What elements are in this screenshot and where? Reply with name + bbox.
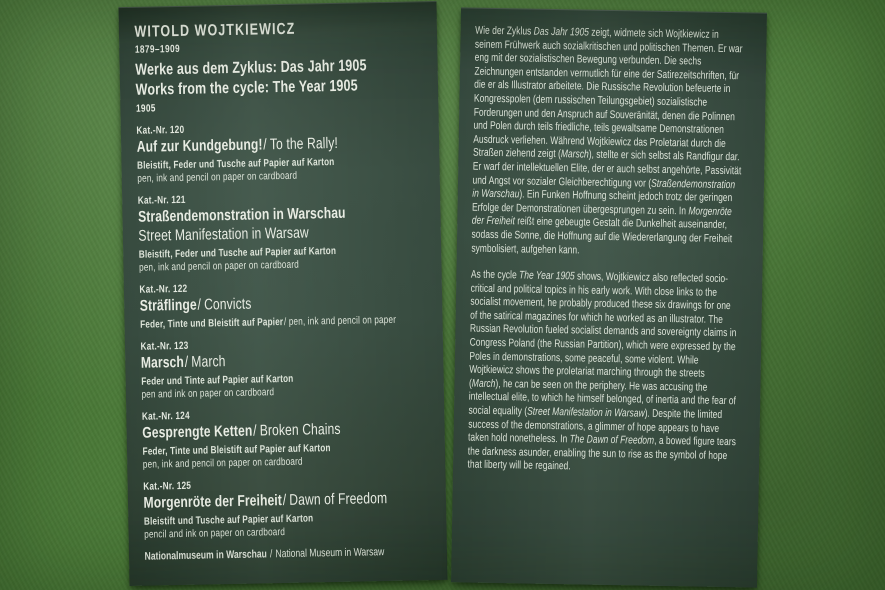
medium-line — [144, 510, 420, 541]
text-segment: ). Despite the limited success of the demonstrations, a glimmer of hope appears to have taken hold nonetheless. In — [467, 407, 723, 446]
kat-number: Kat.-Nr. 121 — [137, 193, 186, 207]
left-panel-content — [118, 3, 420, 574]
left-label-panel — [118, 1, 447, 586]
text-segment: , a bowed figure tears the darkness asunder, enabling the sun to rise as the symbol of hope that liberty will be regained. — [467, 435, 736, 473]
work-title-de: Auf zur Kundgebung! — [136, 136, 263, 156]
work-item — [142, 405, 418, 471]
work-title-de: Morgenröte der Freiheit — [143, 492, 283, 512]
slash-separator: / — [282, 491, 287, 510]
medium-en: pen, ink and pencil on paper on cardboard — [138, 258, 300, 274]
work-title-de: Marsch — [140, 353, 185, 372]
work-item — [143, 475, 419, 541]
artwork-title-italic: Marsch — [560, 148, 589, 161]
cycle-year: 1905 — [135, 102, 156, 115]
text-segment: As the cycle — [470, 268, 520, 282]
artwork-title-italic: The Year 1905 — [519, 269, 575, 283]
work-title-en: March — [191, 353, 226, 371]
work-title-en: Street Manifestation in Warsaw — [138, 224, 309, 245]
work-title-de: Gesprengte Ketten — [142, 422, 253, 442]
text-segment: ), stellte er sich selbst als Randfigur dar. Er warf der intellektuellen Elite, der er auch selbst angehörte, Passivität und Angst vor sozialer Gleichberechtigung vor ( — [472, 148, 742, 190]
work-title — [138, 202, 414, 245]
medium-de: Bleistift und Tusche auf Papier auf Karton — [143, 512, 314, 528]
kat-number: Kat.-Nr. 122 — [139, 282, 188, 296]
artwork-title-italic: Morgenröte der Freiheit — [471, 205, 732, 228]
slash-separator: / — [263, 136, 267, 154]
cycle-title-en: Works from the cycle: The Year 1905 — [135, 77, 358, 99]
medium-de: Bleistift, Feder und Tusche auf Papier auf Karton — [137, 155, 335, 172]
medium-line — [142, 440, 418, 471]
medium-de: Feder, Tinte und Bleistift auf Papier auf Karton — [142, 442, 331, 458]
work-title — [143, 488, 419, 512]
paragraph-english — [467, 269, 740, 478]
medium-de: Bleistift, Feder und Tusche auf Papier auf Karton — [138, 244, 337, 261]
artwork-title-italic: The Dawn of Freedom — [569, 433, 655, 448]
artwork-title-italic: Das Jahr 1905 — [533, 25, 590, 39]
text-segment: shows, Wojtkiewicz also reflected socio-critical and political topics in his early work. With close links to the socialist movement, he probably produced these six drawings for one of the satirical magazines for which he worked as an illustrator. The Russian Revolution fueled socialist demands and sovereignty claims in Congress Poland (the Russian Partition), which were expressed by the Poles in demonstrations, some peaceful, some violent. While Wojtkiewicz shows the proletariat marching through the streets ( — [468, 270, 737, 390]
medium-en: pencil and ink on paper on cardboard — [144, 526, 286, 541]
slash-separator: / — [269, 548, 273, 561]
text-segment: ). Ein Funken Hoffnung scheint jedoch trotz der geringen Erfolge der Demonstrationen übergesprungen zu sein. In — [471, 188, 733, 218]
work-title — [142, 418, 418, 442]
medium-en: pen, ink and pencil on paper on cardboard — [137, 169, 298, 185]
work-item — [140, 335, 416, 401]
work-item — [136, 119, 412, 185]
artwork-title-italic: Straßendemonstration in Warschau — [472, 177, 736, 201]
medium-line — [141, 370, 417, 401]
artwork-title-italic: Street Manifestation in Warsaw — [527, 405, 645, 420]
cycle-title-de: Werke aus dem Zyklus: Das Jahr 1905 — [135, 57, 367, 79]
work-title — [137, 132, 413, 156]
work-title-en: Dawn of Freedom — [289, 490, 388, 509]
artwork-title-italic: March — [471, 377, 496, 390]
artist-dates: 1879–1909 — [134, 42, 181, 56]
cycle-title — [135, 56, 411, 101]
credit-de: Nationalmuseum in Warschau — [144, 548, 267, 563]
medium-en: pen, ink and pencil on paper — [288, 313, 397, 328]
kat-number: Kat.-Nr. 125 — [143, 479, 192, 493]
work-item — [139, 278, 415, 331]
work-item — [138, 189, 415, 274]
work-title-en: Broken Chains — [259, 420, 341, 440]
work-title-en: Convicts — [203, 295, 252, 314]
slash-separator: / — [197, 296, 202, 314]
slash-separator: / — [253, 422, 257, 440]
artist-name: WITOLD WOJTKIEWICZ — [134, 20, 296, 41]
slash-separator: / — [184, 353, 189, 371]
right-label-panel — [451, 7, 767, 587]
work-title-de: Sträflinge — [139, 296, 197, 315]
text-segment: ), he can be seen on the periphery. He was accusing the intellectual elite, to which he himself belonged, of inertia and the fear of social equality ( — [468, 377, 737, 418]
kat-number: Kat.-Nr. 124 — [141, 409, 190, 423]
work-title-de: Straßendemonstration in Warschau — [137, 204, 346, 226]
credit-en: National Museum in Warsaw — [275, 546, 385, 561]
medium-en: pen, ink and pencil on paper on cardboard — [142, 455, 303, 471]
text-segment: Wie der Zyklus — [475, 24, 534, 38]
kat-number: Kat.-Nr. 123 — [140, 339, 189, 353]
medium-line — [139, 243, 415, 274]
kat-number: Kat.-Nr. 120 — [136, 123, 185, 137]
medium-line — [140, 313, 416, 331]
medium-line — [137, 154, 413, 185]
work-title — [140, 291, 416, 315]
work-title — [141, 348, 417, 372]
slash-separator: / — [283, 315, 287, 328]
text-segment: reißt eine gebeugte Gestalt die Dunkelheit auseinander, sodass die Sonne, die Hoffnung auf die Wiedererlangung der Freiheit symbolisiert, aufgehen kann. — [471, 215, 733, 256]
medium-de: Feder, Tinte und Bleistift auf Papier — [140, 316, 284, 331]
credit-line — [144, 544, 420, 563]
medium-en: pen and ink on paper on cardboard — [141, 386, 275, 401]
text-segment: zeigt, widmete sich Wojtkiewicz in seinem Frühwerk auch sozialkritischen und politischen Themen. Er war eng mit der sozialistischen Bewegung verbunden. Die sechs Zeichnungen entstanden vermutlich für eine der Satirezeitschriften, für die er als Illustrator arbeitete. Die Russische Revolution befeuerte in Kongresspolen (dem russischen Teilungsgebiet) sozialistische Forderungen und den Anspruch auf Souveränität, denen die Polinnen und Polen durch teils friedliche, teils gewaltsame Demonstrationen Ausdruck verliehen. Während Wojtkiewicz das Proletariat durch die Straßen ziehend zeigt ( — [472, 26, 743, 161]
paragraph-german — [471, 25, 744, 261]
work-title-en: To the Rally! — [269, 134, 339, 154]
right-panel-content — [453, 8, 745, 487]
medium-de: Feder und Tinte auf Papier auf Karton — [141, 372, 294, 388]
